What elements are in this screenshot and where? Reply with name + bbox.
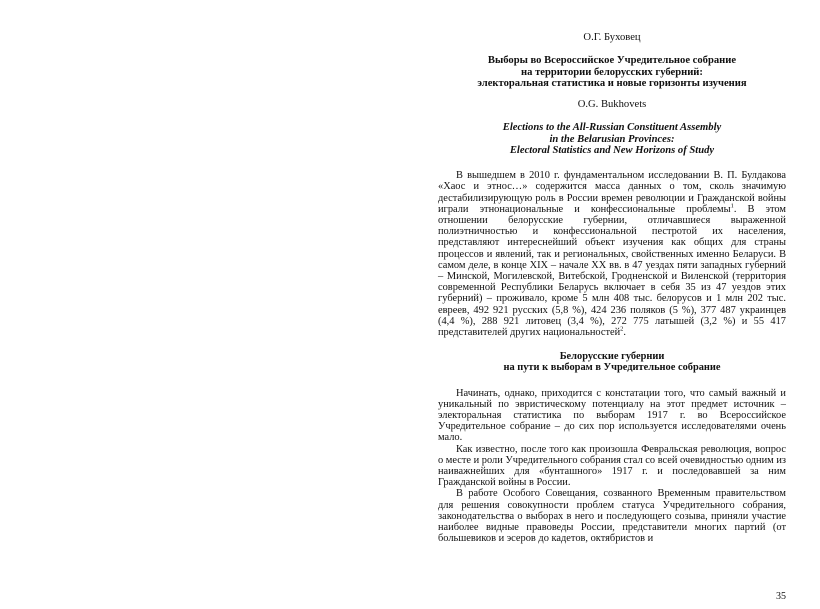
- body-paragraph: Начинать, однако, приходится с констатации того, что самый важный и уникальный по эвристическому потенциалу на этот предмет источник – электоральная статистика по выборам 1917 г. во Всероссийское Учредительное собрание – до сих пор используется исследователями очень мало.: [438, 387, 786, 444]
- article-title-english-line: Electoral Statistics and New Horizons of Study: [509, 144, 715, 156]
- section-heading-line: на пути к выборам в Учредительное собрание: [503, 362, 721, 374]
- article-title-russian-line: электоральная статистика и новые горизонты изучения: [477, 77, 747, 89]
- section-heading: [438, 351, 786, 373]
- text-column: [438, 32, 786, 544]
- article-title-english-line: Elections to the All-Russian Constituent Assembly: [502, 122, 722, 134]
- article-title-english: [438, 122, 786, 156]
- intro-paragraph: [438, 170, 786, 338]
- author-name-english: O.G. Bukhovets: [577, 99, 647, 111]
- paragraph-text: .: [623, 327, 627, 339]
- article-body: [438, 170, 786, 544]
- page-number: 35: [776, 591, 786, 602]
- body-paragraph: Как известно, после того как произошла Февральская революция, вопрос о месте и роли Учредительного собрания стал со всей очевидностью одним из наиважнейших для «бунташного» 1917 г. и последовавшей за ним Гражданской войны в России.: [438, 443, 786, 489]
- article-title-russian-line: Выборы во Всероссийское Учредительное собрание: [487, 55, 737, 67]
- paragraph-text: В вышедшем в 2010 г. фундаментальном исследовании В. П. Булдакова «Хаос и этнос…» содержится масса данных о том, сколь значимую дестабилизирующую роль в России времен революции и Гражданской войны играли этнонациональные и конфессиональные проблемы: [438, 170, 786, 215]
- footnote-marker: 1: [730, 202, 734, 210]
- body-paragraph: В работе Особого Совещания, созванного Временным правительством для решения совокупности проблем статуса Учредительного собрания, законодательства о выборах в него и последующего созыва, приняли участие наиболее видные правоведы России, представители многих партий (от большевиков и эсеров до кадетов, октябристов и: [438, 488, 786, 545]
- author-name-russian: О.Г. Буховец: [583, 32, 641, 43]
- paragraph-text: . В этом отношении белорусские губернии, отличавшиеся выраженной полиэтничностью и конфессиональной пестротой их населения, представляют интереснейший объект изучения как общих для страны процессов и явлений, так и региональных, свойственных именно Беларуси. В самом деле, в конце XIX – начале XX вв. в 47 уездах пяти западных губерний – Минской, Могилевской, Витебской, Гродненской и Виленской (территория современной Республики Беларусь включает в себя 35 из 47 уездов этих губерний) – проживало, кроме 5 млн 408 тыс. белорусов и 1 млн 202 тыс. евреев, 492 921 русских (5,8 %), 424 236 поляков (5 %), 377 487 украинцев (4,4 %), 288 921 литовец (3,4 %), 272 775 латышей (3,2 %) и 55 417 представителей других национальностей: [438, 203, 786, 339]
- article-title-russian: [438, 55, 786, 89]
- footnote-marker: 2: [620, 325, 624, 333]
- article-title-russian-line: на территории белорусских губерний:: [521, 66, 703, 78]
- article-title-english-line: in the Belarusian Provinces:: [549, 133, 675, 145]
- section-heading-line: Белорусские губернии: [559, 351, 665, 363]
